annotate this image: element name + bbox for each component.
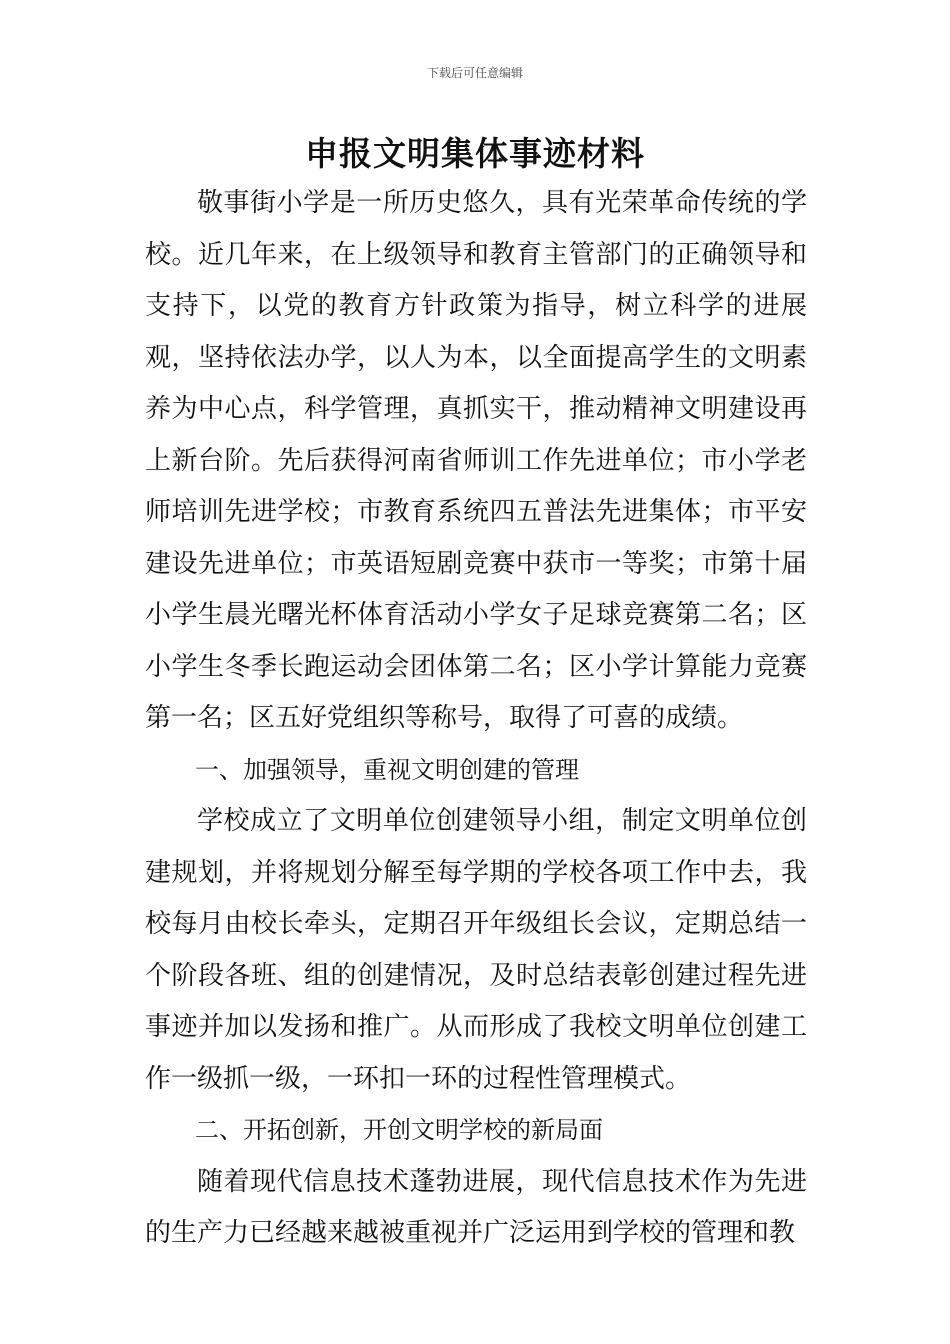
- header-note: 下载后可任意编辑: [426, 66, 523, 80]
- section-heading-1: 一、加强领导，重视文明创建的管理: [195, 755, 579, 784]
- document-body: [145, 178, 807, 1260]
- document-title: 申报文明集体事迹材料: [305, 134, 645, 173]
- section-heading-2: 二、开拓创新，开创文明学校的新局面: [195, 1116, 603, 1144]
- section-1-paragraph: 学校成立了文明单位创建领导小组，制定文明单位创建规划，并将规划分解至每学期的学校各项工作中去，我校每月由校长牵头，定期召开年级组长会议，定期总结一个阶段各班、组的创建情况，及时总结表彰创建过程先进事迹并加以发扬和推广。从而形成了我校文明单位创建工作一级抓一级，一环扣一环的过程性管理模式。: [145, 806, 807, 1094]
- intro-paragraph: 敬事街小学是一所历史悠久，具有光荣革命传统的学校。近几年来，在上级领导和教育主管部门的正确领导和支持下，以党的教育方针政策为指导，树立科学的进展观，坚持依法办学，以人为本，以全面提高学生的文明素养为中心点，科学管理，真抓实干，推动精神文明建设再上新台阶。先后获得河南省师训工作先进单位；市小学老师培训先进学校；市教育系统四五普法先进集体；市平安建设先进单位；市英语短剧竞赛中获市一等奖；市第十届小学生晨光曙光杯体育活动小学女子足球竞赛第二名；区小学生冬季长跑运动会团体第二名；区小学计算能力竞赛第一名；区五好党组织等称号，取得了可喜的成绩。: [145, 188, 807, 733]
- section-2-paragraph: 随着现代信息技术蓬勃进展，现代信息技术作为先进的生产力已经越来越被重视并广泛运用到学校的管理和教: [145, 1166, 807, 1248]
